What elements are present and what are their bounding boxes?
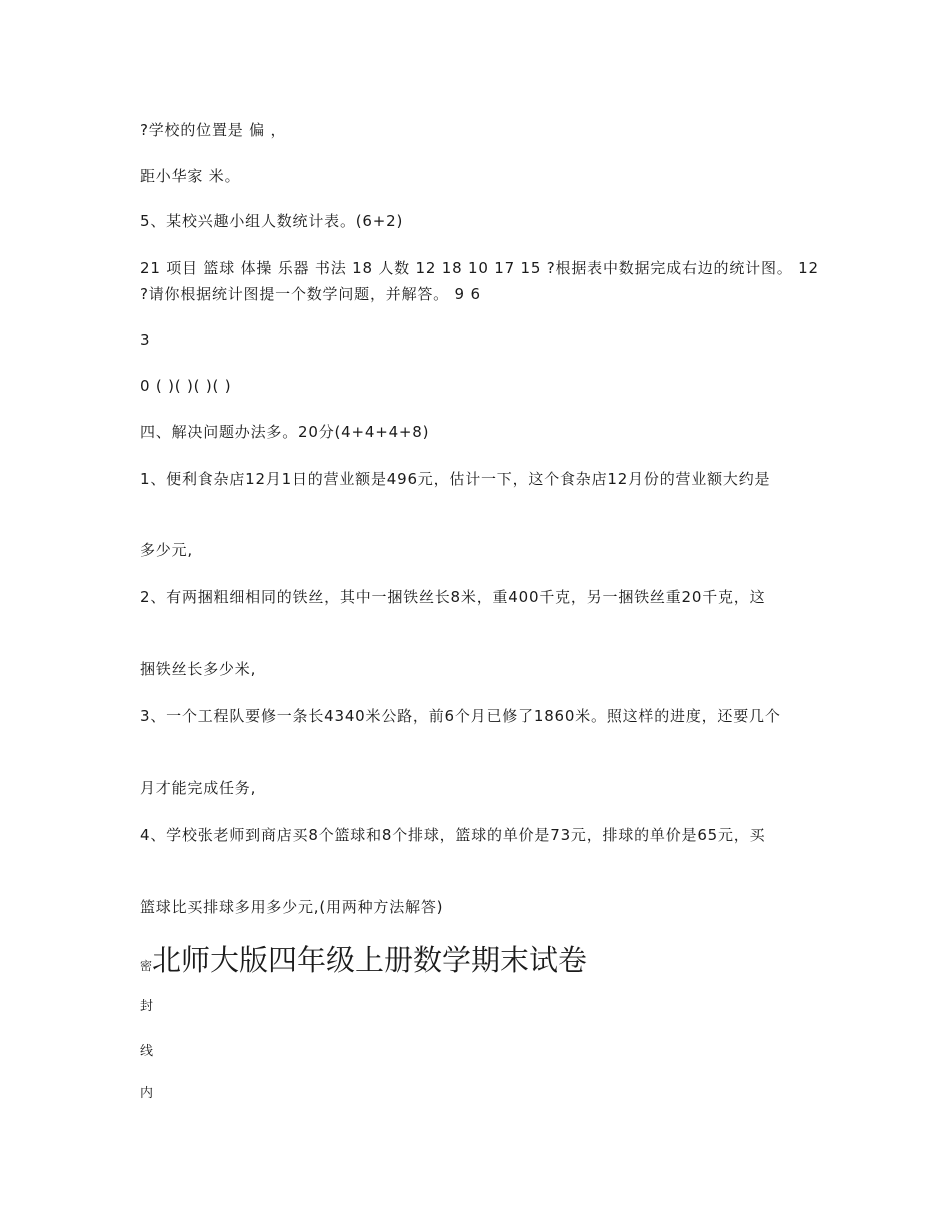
text-line-distance: 距小华家 米。 [140,167,241,185]
seal-char-mi: 密 [140,959,153,973]
document-title: 北师大版四年级上册数学期末试卷 [152,943,588,977]
title-row [140,938,587,979]
problem-4-question: 篮球比买排球多用多少元,(用两种方法解答) [140,898,444,916]
problem-3-text: 3、一个工程队要修一条长4340米公路，前6个月已修了1860米。照这样的进度，还要几个 [140,707,781,725]
problem-2-question: 捆铁丝长多少米, [140,660,257,678]
problem-4-text: 4、学校张老师到商店买8个篮球和8个排球，篮球的单价是73元，排球的单价是65元，买 [140,826,766,844]
text-line-school-position: ?学校的位置是 偏 ， [140,121,287,139]
problem-1-question: 多少元, [140,541,193,559]
section-4-heading: 四、解决问题办法多。20分(4+4+4+8) [140,423,430,441]
problem-1-text: 1、便利食杂店12月1日的营业额是496元，估计一下，这个食杂店12月份的营业额大约是 [140,470,771,488]
seal-char-xian: 线 [140,1044,154,1059]
seal-char-nei: 内 [140,1086,154,1101]
chart-axis-value-3: 3 [140,331,151,349]
chart-axis-zero-blanks: 0 ( )( )( )( ) [140,377,232,395]
seal-char-feng: 封 [140,999,154,1014]
question-5-heading: 5、某校兴趣小组人数统计表。(6+2) [140,212,404,230]
question-5-table-text: 21 项目 篮球 体操 乐器 书法 18 人数 12 18 10 17 15 ?根据表中数据完成右边的统计图。 12 ?请你根据统计图提一个数学问题，并解答。 9 6 [140,259,819,303]
problem-2-text: 2、有两捆粗细相同的铁丝，其中一捆铁丝长8米，重400千克，另一捆铁丝重20千克，这 [140,588,766,606]
problem-3-question: 月才能完成任务, [140,779,257,797]
